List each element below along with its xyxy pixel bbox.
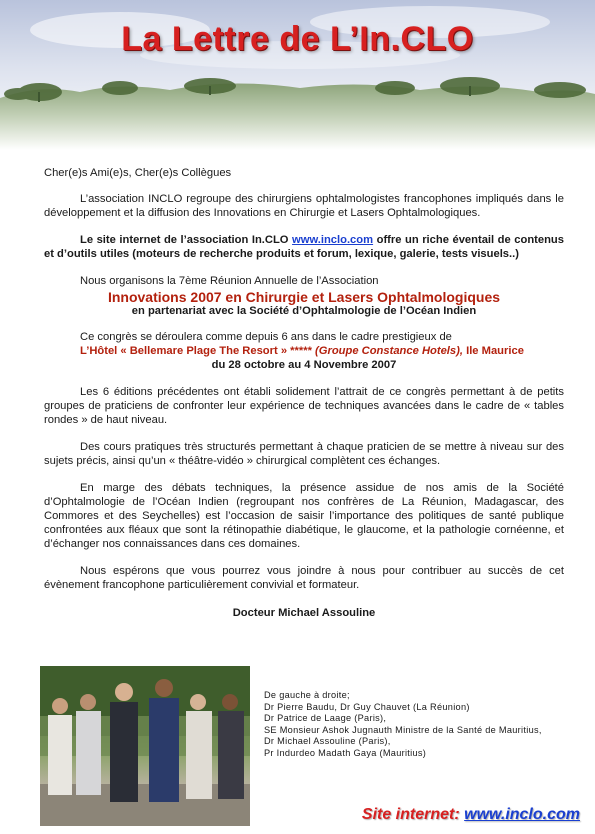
website-text-after: offre un riche éventail de contenus et d’outils utiles (moteurs de recherche produits et forum, lexique, galerie, tests visuels..) (44, 234, 564, 260)
group-photo-illustration (40, 666, 250, 826)
footer-label: Site internet: (361, 806, 465, 823)
caption-line: SE Monsieur Ashok Jugnauth Ministre de la Santé de Mauritius, (264, 724, 542, 735)
venue-group: (Groupe Constance Hotels), (315, 345, 463, 357)
photo-caption (264, 690, 584, 760)
letter-body (44, 166, 564, 620)
caption-line: Dr Pierre Baudu, Dr Guy Chauvet (La Réunion) (264, 701, 470, 712)
website-text-before: Le site internet de l’association In.CLO (80, 234, 293, 246)
footer-website (310, 806, 580, 824)
caption-line: Dr Patrice de Laage (Paris), (264, 713, 387, 724)
paragraph-intro: L’association INCLO regroupe des chirurgiens ophtalmologistes francophones impliqués dans le développement et la diffusion des Innovations en Chirurgie et Lasers Ophtalmologiques. (44, 193, 564, 219)
caption-line: Pr Indurdeo Madath Gaya (Mauritius) (264, 747, 427, 758)
venue-place: Ile Maurice (462, 345, 524, 357)
page-title: La Lettre de L’In.CLO (121, 20, 474, 58)
paragraph-closing: Nous espérons que vous pourrez vous joindre à nous pour contribuer au succès de cet évènement francophone particulièrement convivial et formateur. (44, 565, 564, 591)
paragraph-courses: Des cours pratiques très structurés permettant à chaque praticien de se mettre à niveau sur des sujets précis, ainsi qu’un « théâtre-vidéo » chirurgical complètent ces échanges. (44, 441, 564, 467)
footer-website-link[interactable]: www.inclo.com (464, 806, 580, 823)
greeting: Cher(e)s Ami(e)s, Cher(e)s Collègues (44, 167, 232, 179)
website-link[interactable]: www.inclo.com (292, 234, 374, 246)
caption-line: Dr Michael Assouline (Paris), (264, 736, 391, 747)
paragraph-society: En marge des débats techniques, la présence assidue de nos amis de la Société d’Ophtalmologie de l’Océan Indien (regroupant nos confrères de La Réunion, Madagascar, des Commores et des Seychelles) est l’occasion de saisir l’importance des politiques de santé publique confrontées aux fléaux que sont la rétinopathie diabétique, le glaucome, et la pathologie cornéenne, et d’échanger nos connaissances dans ces domaines. (44, 482, 564, 550)
event-dates: du 28 octobre au 4 Novembre 2007 (211, 359, 397, 371)
venue-hotel: L’Hôtel « Bellemare Plage The Resort » ***** (80, 345, 316, 357)
group-photo (40, 666, 250, 826)
signature: Docteur Michael Assouline (232, 607, 376, 619)
event-partner: en partenariat avec la Société d’Ophtalmologie de l’Océan Indien (131, 305, 477, 317)
event-title: Innovations 2007 en Chirurgie et Lasers Ophtalmologiques (107, 289, 501, 305)
paragraph-venue-intro: Ce congrès se déroulera comme depuis 6 ans dans le cadre prestigieux de (80, 331, 452, 343)
paragraph-editions: Les 6 éditions précédentes ont établi solidement l’attrait de ce congrès permettant à de petits groupes de praticiens de confronter leur expérience de techniques avancées dans le cadre de « tables rondes » de haut niveau. (44, 386, 564, 426)
paragraph-website (44, 233, 564, 261)
venue-line (44, 344, 564, 358)
header-banner (0, 0, 595, 150)
paragraph-meeting: Nous organisons la 7ème Réunion Annuelle de l’Association (80, 275, 379, 287)
caption-line: De gauche à droite; (264, 690, 350, 700)
